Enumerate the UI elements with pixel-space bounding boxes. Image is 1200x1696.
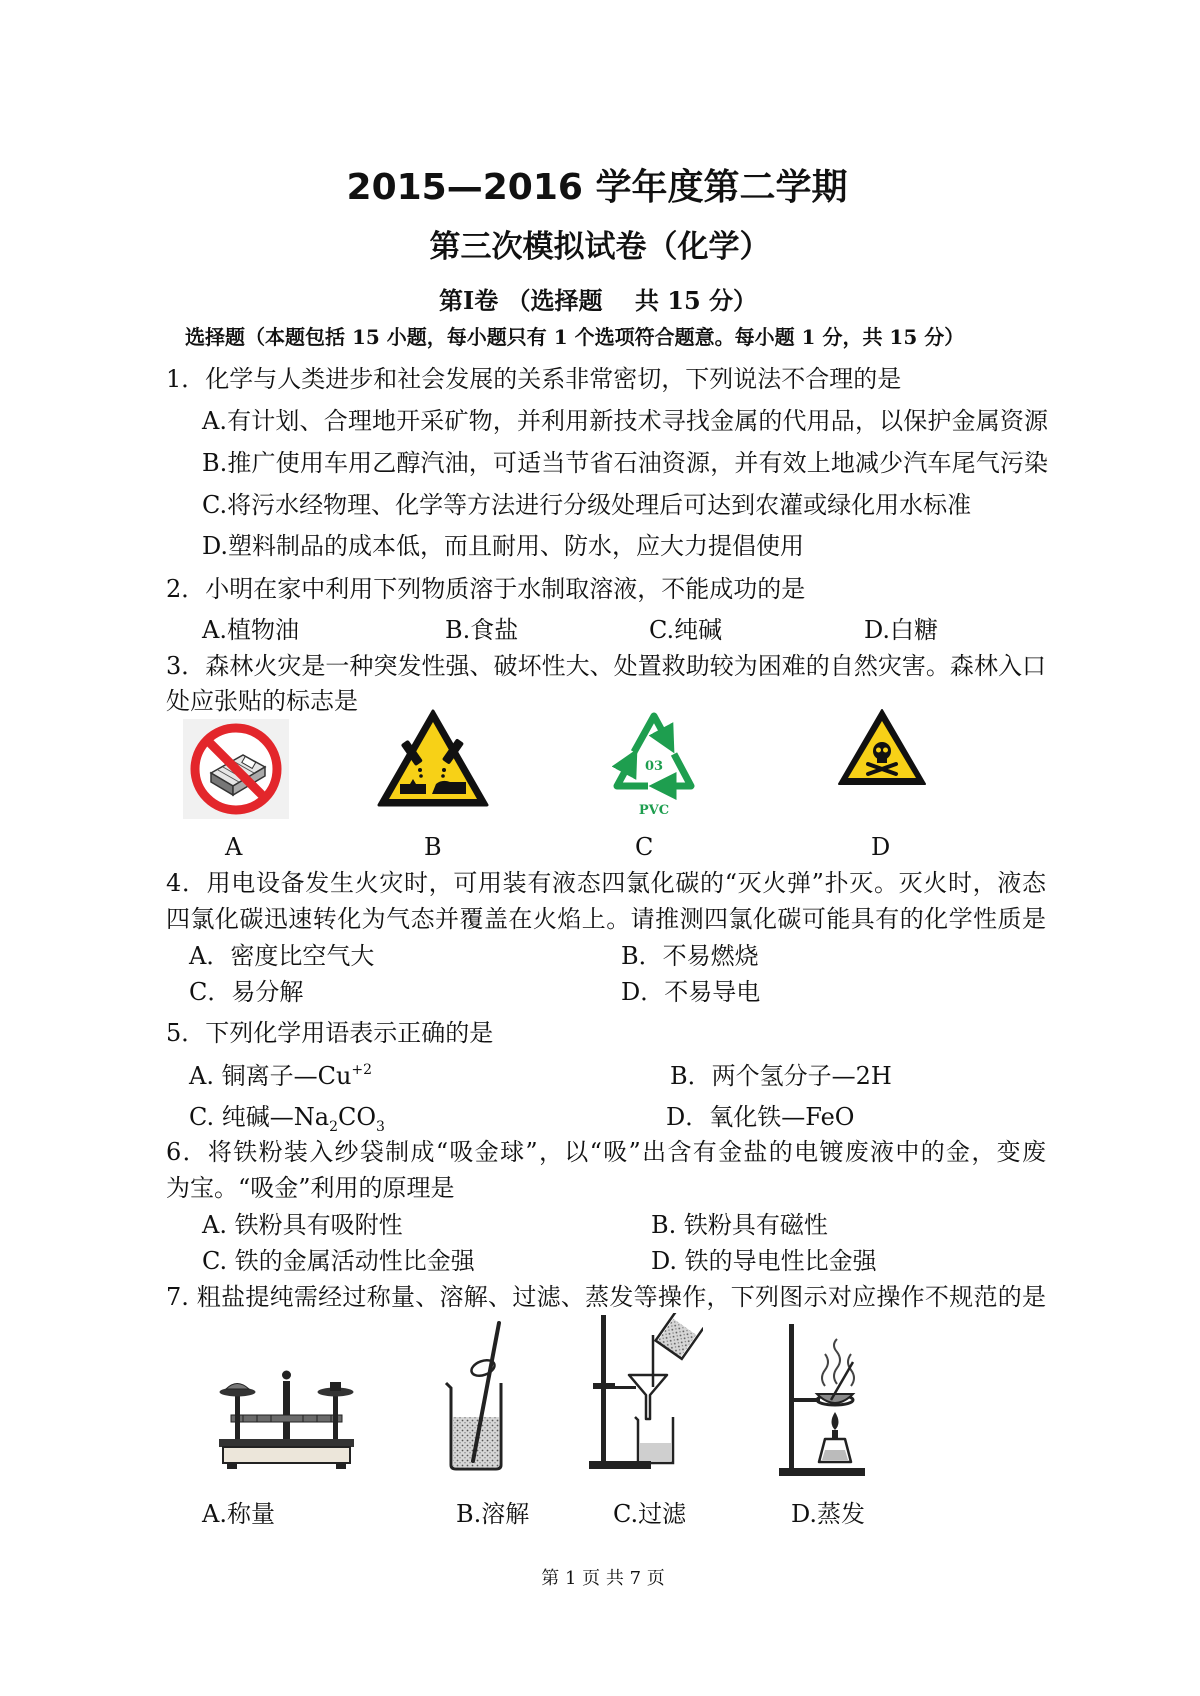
- q3-figure-label-a: A: [225, 833, 243, 861]
- filtration-setup-figure: [589, 1313, 703, 1473]
- q6-option-d: D. 铁的导电性比金强: [651, 1247, 877, 1275]
- recycle-code: 03: [644, 759, 664, 774]
- q5-option-c-sub-2: 3: [376, 1119, 385, 1135]
- q3-figure-label-d: D: [871, 833, 891, 861]
- q5-option-c-sub-1: 2: [329, 1119, 338, 1135]
- q7-label-a: A.称量: [202, 1500, 275, 1528]
- page-number: 第 1 页 共 7 页: [541, 1568, 665, 1589]
- no-matches-sign-figure: [183, 719, 289, 819]
- q7-label-b: B.溶解: [456, 1500, 530, 1528]
- q1-option-d: D.塑料制品的成本低，而且耐用、防水，应大力提倡使用: [202, 532, 805, 560]
- q5-option-d: D．氧化铁—FeO: [666, 1103, 855, 1131]
- q7-label-c: C.过滤: [613, 1500, 687, 1528]
- q5-option-c-text: C. 纯碱—Na: [189, 1103, 330, 1131]
- q5-option-a: [189, 1061, 372, 1095]
- q1-option-c: C.将污水经物理、化学等方法进行分级处理后可达到农灌或绿化用水标准: [202, 491, 972, 519]
- q2-option-c: C.纯碱: [649, 616, 723, 644]
- q3-stem-line-2: 处应张贴的标志是: [166, 687, 358, 715]
- q2-option-a: A.植物油: [202, 616, 299, 644]
- evaporation-setup-figure: [779, 1324, 883, 1478]
- dissolving-beaker-figure: [441, 1319, 512, 1472]
- q7-label-d: D.蒸发: [791, 1500, 866, 1528]
- toxic-skull-sign-figure: [837, 708, 927, 786]
- q4-stem-line-1: 4．用电设备发生火灾时，可用装有液态四氯化碳的“灭火弹”扑灭。灭火时，液态: [166, 869, 1046, 897]
- q4-option-a: A．密度比空气大: [189, 942, 375, 970]
- q7-stem: 7. 粗盐提纯需经过称量、溶解、过滤、蒸发等操作，下列图示对应操作不规范的是: [166, 1283, 1046, 1311]
- page-subtitle: 第三次模拟试卷（化学）: [429, 229, 771, 265]
- section-instruction: 选择题（本题包括 15 小题，每小题只有 1 个选项符合题意。每小题 1 分，共 15 分）: [185, 325, 965, 349]
- q5-option-a-text: A. 铜离子—Cu: [189, 1062, 352, 1090]
- corrosive-sign-figure: [376, 708, 490, 808]
- q3-stem-line-1: 3．森林火灾是一种突发性强、破坏性大、处置救助较为困难的自然灾害。森林入口: [166, 652, 1046, 680]
- q6-stem-line-1: 6．将铁粉装入纱袋制成“吸金球”，以“吸”出含有金盐的电镀废液中的金，变废: [166, 1138, 1046, 1166]
- q5-option-c: [189, 1102, 385, 1136]
- q5-option-c-mid: CO: [338, 1103, 377, 1131]
- pvc-recycling-sign-figure: [610, 708, 698, 818]
- q3-figure-label-c: C: [635, 833, 654, 861]
- section-heading: 第Ⅰ卷 （选择题 共 15 分）: [438, 286, 758, 315]
- q6-option-c: C. 铁的金属活动性比金强: [202, 1247, 475, 1275]
- q2-option-b: B.食盐: [445, 616, 519, 644]
- q1-option-a: A.有计划、合理地开采矿物，并利用新技术寻找金属的代用品，以保护金属资源: [202, 407, 1048, 435]
- q4-stem-line-2: 四氯化碳迅速转化为气态并覆盖在火焰上。请推测四氯化碳可能具有的化学性质是: [166, 905, 1046, 933]
- q1-stem: 1．化学与人类进步和社会发展的关系非常密切，下列说法不合理的是: [166, 365, 902, 393]
- q2-option-d: D.白糖: [864, 616, 939, 644]
- q5-stem: 5．下列化学用语表示正确的是: [166, 1019, 494, 1047]
- q4-option-c: C．易分解: [189, 978, 304, 1006]
- balance-scale-figure: [213, 1363, 360, 1473]
- recycle-material: PVC: [638, 803, 670, 818]
- q2-stem: 2．小明在家中利用下列物质溶于水制取溶液，不能成功的是: [166, 575, 806, 603]
- q5-option-b: B．两个氢分子—2H: [670, 1062, 892, 1090]
- q1-option-b: B.推广使用车用乙醇汽油，可适当节省石油资源，并有效上地减少汽车尾气污染: [202, 449, 1048, 477]
- q4-option-b: B．不易燃烧: [621, 942, 759, 970]
- q6-option-b: B. 铁粉具有磁性: [651, 1211, 828, 1239]
- page-title: 2015—2016 学年度第二学期: [346, 167, 848, 208]
- q5-option-a-charge: +2: [351, 1062, 373, 1078]
- q6-option-a: A. 铁粉具有吸附性: [202, 1211, 403, 1239]
- q4-option-d: D．不易导电: [621, 978, 761, 1006]
- q6-stem-line-2: 为宝。“吸金”利用的原理是: [166, 1174, 455, 1202]
- q3-figure-label-b: B: [424, 833, 442, 861]
